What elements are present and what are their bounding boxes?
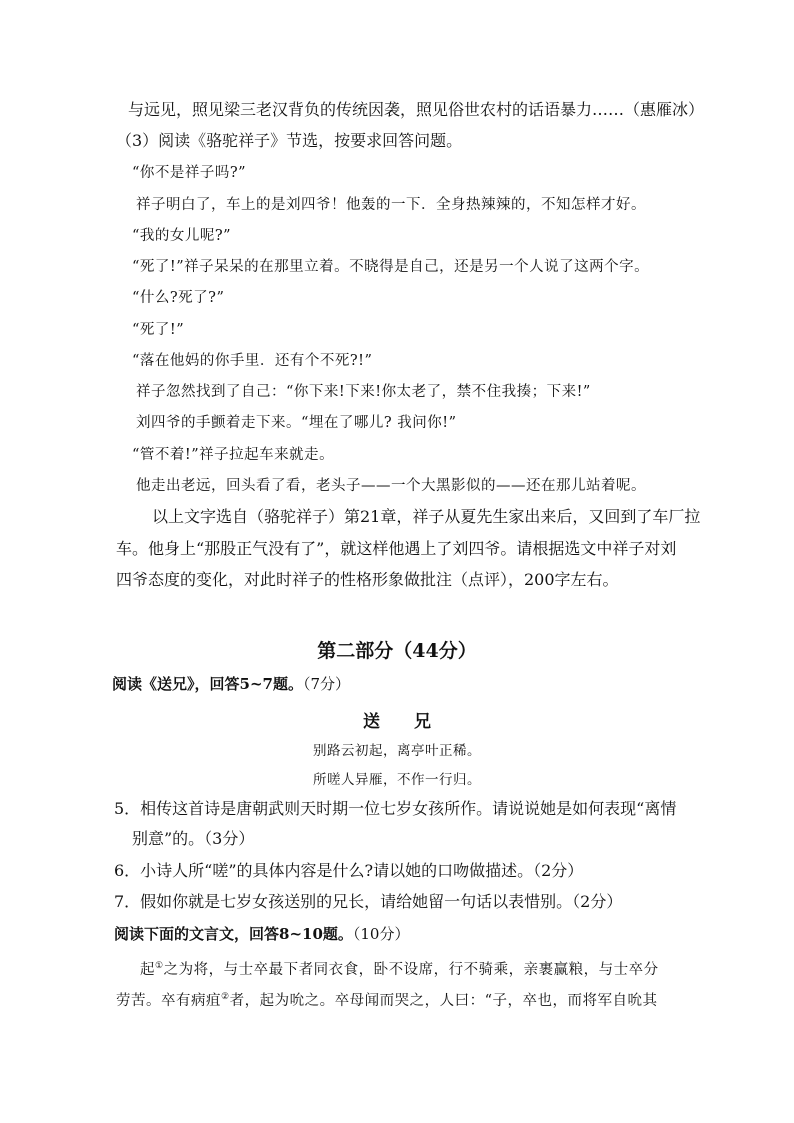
excerpt-line: “死了!”祥子呆呆的在那里立着。不晓得是自己，还是另一个人说了这两个字。 [132, 259, 650, 275]
poem-line-1: 别路云初起，离亭叶正稀。 [313, 743, 481, 759]
classical-intro-score: （10分） [352, 925, 410, 943]
excerpt-line: “什么?死了?” [132, 290, 225, 306]
excerpt-line: “你不是祥子吗?” [132, 165, 247, 181]
question-3-prompt: （3）阅读《骆驼祥子》节选，按要求回答问题。 [116, 131, 463, 150]
excerpt-line: 刘四爷的手颤着走下来。“埋在了哪儿? 我问你!” [136, 415, 457, 431]
excerpt-line: 祥子忽然找到了自己：“你下来!下来!你太老了，禁不住我揍；下来!” [136, 384, 591, 400]
excerpt-line: “我的女儿呢?” [132, 228, 232, 244]
classical-text: 起 [140, 961, 155, 978]
question-5: 5．相传这首诗是唐朝武则天时期一位七岁女孩所作。请说说她是如何表现“离情 [114, 799, 677, 818]
classical-intro-text: 阅读下面的文言文，回答8~10题。 [114, 925, 353, 943]
classical-text: 者，起为吮之。卒母闻而哭之，人曰：“子，卒也，而将军自吮其 [229, 992, 658, 1009]
excerpt-line: “死了!” [132, 322, 185, 338]
footnote-marker: ① [155, 961, 164, 971]
task-line: 以上文字选自（骆驼祥子）第21章，祥子从夏先生家出来后，又回到了车厂拉 [152, 507, 701, 526]
question-5-cont: 别意”的。（3分） [132, 829, 255, 848]
poem-line-2: 所嗟人异雁，不作一行归。 [313, 772, 481, 788]
excerpt-line: “落在他妈的你手里．还有个不死?!” [132, 353, 373, 369]
poem-title: 送 兄 [363, 712, 431, 732]
poem-intro [112, 674, 350, 694]
part-two-heading: 第二部分（44分） [317, 640, 477, 662]
excerpt-line: “管不着!”祥子拉起车来就走。 [132, 447, 335, 463]
classical-text: 劳苦。卒有病疽 [116, 992, 221, 1009]
excerpt-line: 祥子明白了，车上的是刘四爷！他轰的一下．全身热辣辣的，不知怎样才好。 [136, 197, 646, 213]
classical-text: 之为将，与士卒最下者同衣食，卧不设席，行不骑乘，亲裹赢粮，与士卒分 [163, 961, 659, 978]
task-line: 四爷态度的变化，对此时祥子的性格形象做批注（点评），200字左右。 [116, 570, 619, 589]
question-7: 7．假如你就是七岁女孩送别的兄长，请给她留一句话以表惜别。（2分） [114, 892, 623, 911]
poem-intro-score: （7分） [302, 675, 350, 693]
poem-intro-text: 阅读《送兄》，回答5~7题。 [112, 675, 303, 693]
classical-intro [114, 924, 409, 944]
continued-paragraph: 与远见，照见梁三老汉背负的传统因袭，照见俗世农村的话语暴力……（惠雁冰） [128, 100, 705, 119]
question-6: 6．小诗人所“嗟”的具体内容是什么?请以她的口吻做描述。（2分） [114, 861, 584, 880]
excerpt-line: 他走出老远，回头看了看，老头子——一个大黑影似的——还在那儿站着呢。 [136, 478, 646, 494]
task-line: 车。他身上“那股正气没有了”，就这样他遇上了刘四爷。请根据选文中祥子对刘 [116, 539, 677, 558]
classical-line-2 [116, 987, 658, 1011]
footnote-marker: ② [221, 992, 230, 1002]
classical-line-1 [140, 956, 659, 980]
